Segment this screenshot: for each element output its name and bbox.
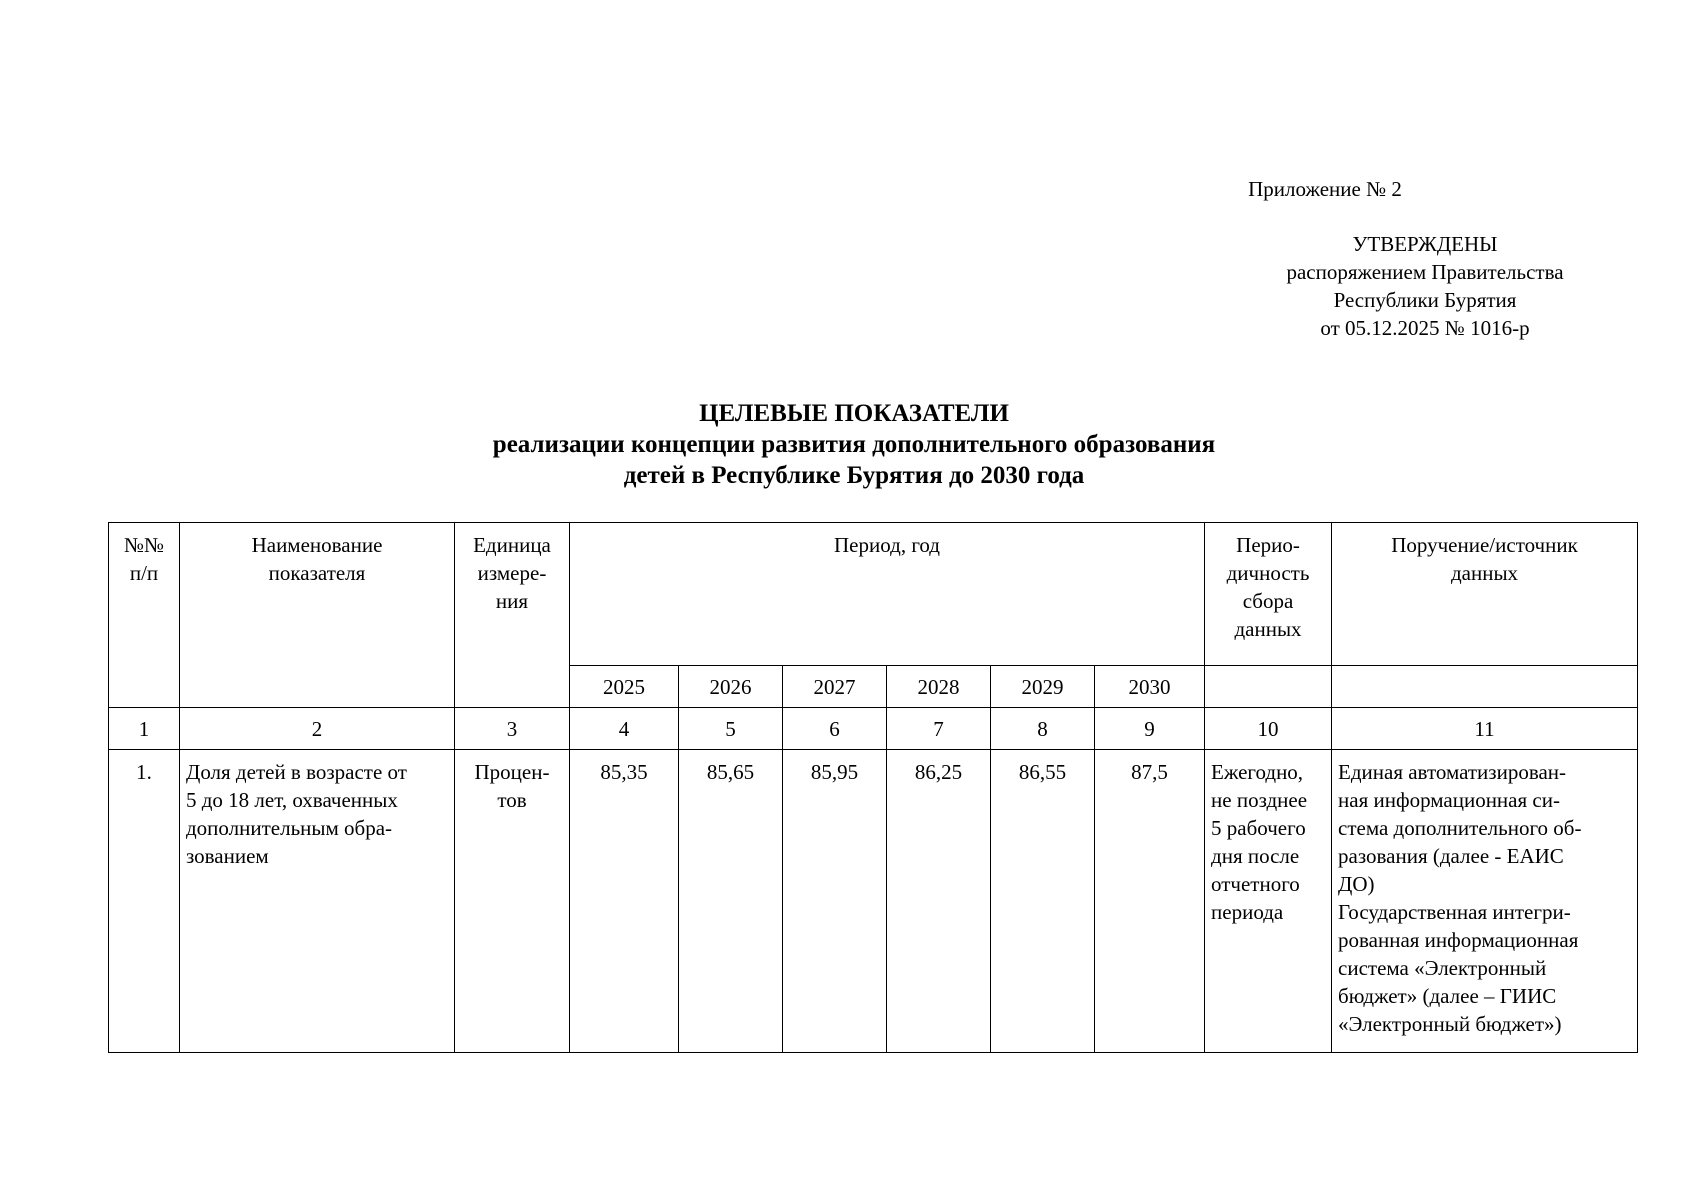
appendix-label: Приложение № 2	[1248, 177, 1402, 201]
value-cell: 85,95	[783, 750, 887, 1053]
source-line: разования (далее - ЕАИС	[1338, 844, 1564, 868]
column-numbers-row	[109, 708, 1638, 750]
source-line: рованная информационная	[1338, 928, 1579, 952]
header-name-cell	[180, 523, 455, 708]
header-text: показателя	[268, 561, 366, 585]
header-text: №№	[123, 533, 165, 557]
header-text: п/п	[129, 561, 159, 585]
frequency-line: отчетного	[1211, 872, 1300, 896]
header-text: данных	[1234, 617, 1302, 641]
header-text: Поручение/источник	[1391, 533, 1578, 557]
approval-line: УТВЕРЖДЕНЫ	[1352, 232, 1498, 256]
column-number: 1	[109, 708, 180, 750]
source-line: бюджет» (далее – ГИИС	[1338, 984, 1557, 1008]
column-number: 7	[887, 708, 991, 750]
source-line: «Электронный бюджет»)	[1338, 1012, 1562, 1036]
header-text: дичность	[1226, 561, 1310, 585]
frequency-line: 5 рабочего	[1211, 816, 1306, 840]
source-line: ДО)	[1338, 872, 1375, 896]
header-num-cell	[109, 523, 180, 708]
approval-line: от 05.12.2025 № 1016-р	[1320, 316, 1530, 340]
approval-line: распоряжением Правительства	[1286, 260, 1564, 284]
table-row	[109, 750, 1638, 1053]
value-cell: 85,35	[570, 750, 679, 1053]
year-cell: 2026	[679, 666, 783, 708]
unit-line: Процен-	[474, 760, 550, 784]
header-text: Перио-	[1236, 533, 1300, 557]
title-line: реализации концепции развития дополнительного образования	[492, 431, 1216, 458]
column-number: 5	[679, 708, 783, 750]
document-title	[109, 398, 1599, 491]
header-text: Единица	[473, 533, 551, 557]
column-number: 6	[783, 708, 887, 750]
header-text: сбора	[1242, 589, 1294, 613]
year-cell: 2028	[887, 666, 991, 708]
empty-cell	[1205, 666, 1332, 708]
column-number: 2	[180, 708, 455, 750]
title-line: ЦЕЛЕВЫЕ ПОКАЗАТЕЛИ	[699, 400, 1009, 427]
source-cell	[1332, 750, 1638, 1053]
column-number: 10	[1205, 708, 1332, 750]
value-cell: 87,5	[1095, 750, 1205, 1053]
approval-block	[1195, 230, 1655, 342]
column-number: 4	[570, 708, 679, 750]
header-source-cell	[1332, 523, 1638, 666]
column-number: 11	[1332, 708, 1638, 750]
source-line: Единая автоматизирован-	[1338, 760, 1567, 784]
header-row	[109, 523, 1638, 666]
header-frequency-cell	[1205, 523, 1332, 666]
unit-line: тов	[497, 788, 527, 812]
unit-cell	[455, 750, 570, 1053]
indicator-name-line: дополнительным обра-	[186, 816, 393, 840]
approval-line: Республики Бурятия	[1333, 288, 1517, 312]
indicator-name-line: зованием	[186, 844, 269, 868]
year-cell: 2029	[991, 666, 1095, 708]
year-cell: 2030	[1095, 666, 1205, 708]
header-text: данных	[1450, 561, 1519, 585]
indicators-table	[108, 522, 1638, 1053]
header-text: измере-	[477, 561, 547, 585]
column-number: 3	[455, 708, 570, 750]
value-cell: 86,55	[991, 750, 1095, 1053]
header-period-cell: Период, год	[570, 523, 1205, 666]
column-number: 8	[991, 708, 1095, 750]
year-cell: 2027	[783, 666, 887, 708]
frequency-cell	[1205, 750, 1332, 1053]
source-line: система «Электронный	[1338, 956, 1547, 980]
frequency-line: не позднее	[1211, 788, 1308, 812]
frequency-line: дня после	[1211, 844, 1300, 868]
indicator-name-line: Доля детей в возрасте от	[186, 760, 407, 784]
indicator-name-line: 5 до 18 лет, охваченных	[186, 788, 398, 812]
source-line: Государственная интегри-	[1338, 900, 1571, 924]
column-number: 9	[1095, 708, 1205, 750]
header-text: Наименование	[251, 533, 383, 557]
header-text: ния	[495, 589, 529, 613]
indicator-name	[180, 750, 455, 1053]
value-cell: 85,65	[679, 750, 783, 1053]
empty-cell	[1332, 666, 1638, 708]
header-unit-cell	[455, 523, 570, 708]
source-line: ная информационная си-	[1338, 788, 1560, 812]
title-line: детей в Республике Бурятия до 2030 года	[623, 462, 1085, 489]
row-number: 1.	[109, 750, 180, 1053]
value-cell: 86,25	[887, 750, 991, 1053]
frequency-line: Ежегодно,	[1211, 760, 1304, 784]
year-cell: 2025	[570, 666, 679, 708]
frequency-line: периода	[1211, 900, 1284, 924]
source-line: стема дополнительного об-	[1338, 816, 1582, 840]
